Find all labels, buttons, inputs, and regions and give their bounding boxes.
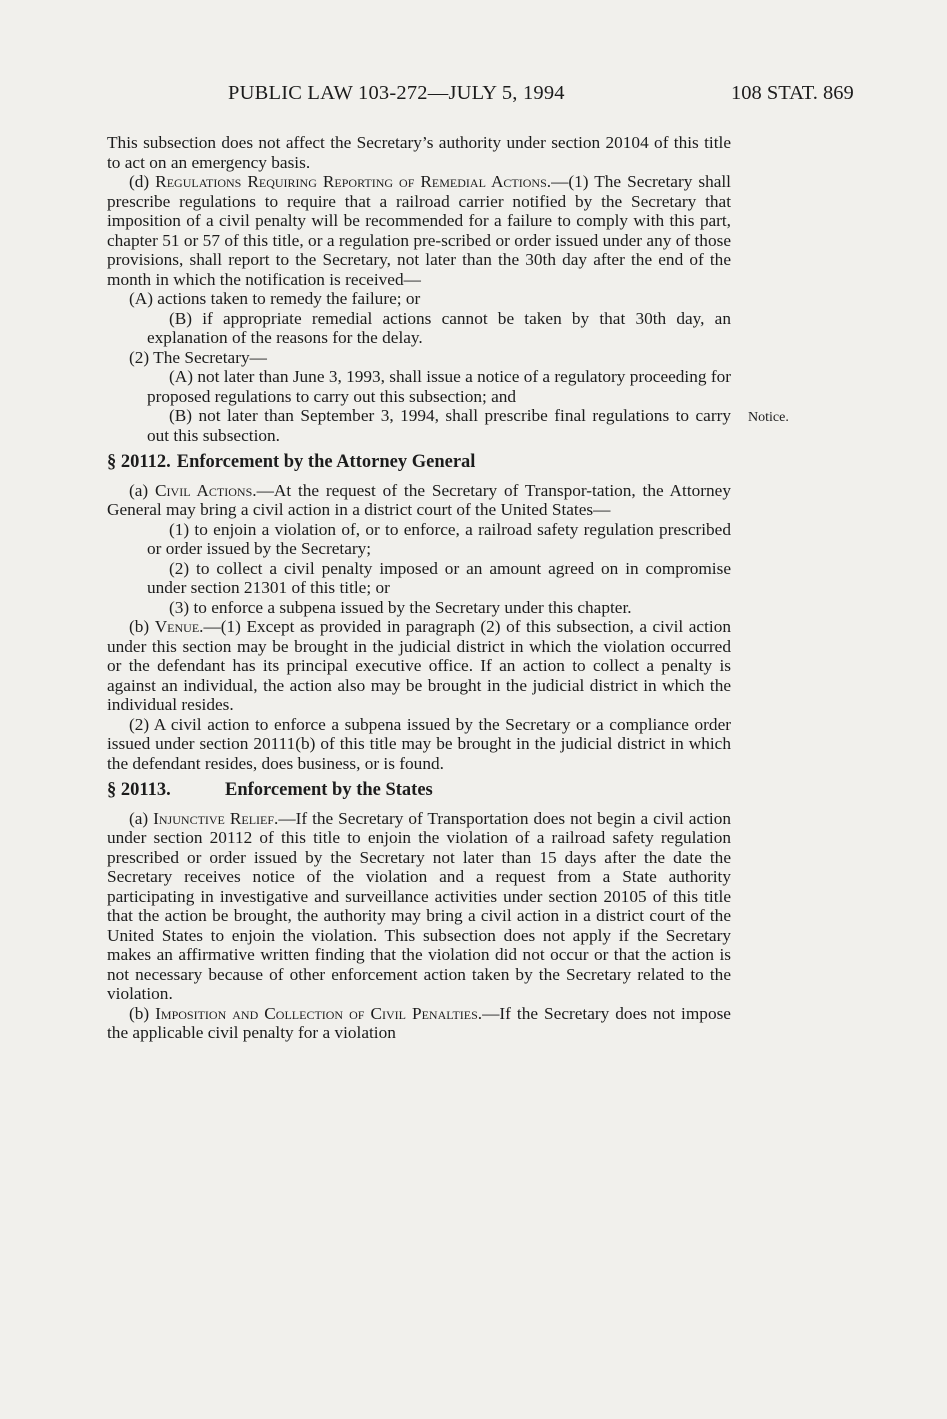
subsection-label: (a) — [129, 480, 156, 500]
subsection-b — [107, 617, 731, 715]
subsection-d — [107, 172, 731, 289]
subsection-heading: Venue. — [154, 617, 204, 636]
clause: (2) to collect a civil penalty imposed or an amount agreed on in compromise under section 21301 of this title; or — [147, 558, 731, 597]
section-heading-20112 — [107, 453, 731, 473]
subsection-text: —(1) Except as provided in paragraph (2) of this subsection, a civil action under this section may be brought in the judicial district in which the violation occurred or the defendant has its principal executive office. If an action to collect a penalty is against an individual, the action also may be brought in the judicial district in which the individual resides. — [107, 617, 731, 714]
subsection-label: (b) — [129, 617, 155, 636]
clause: (A) actions taken to remedy the failure; or — [129, 289, 421, 308]
section-title: Enforcement by the Attorney General — [176, 452, 476, 472]
stat-page-number: 108 STAT. 869 — [731, 82, 854, 104]
section-number: § 20112. — [107, 452, 171, 472]
paragraph: (2) The Secretary— — [129, 347, 267, 367]
paragraph: This subsection does not affect the Secretary’s authority under section 20104 of this title to act on an emergency basis. — [107, 133, 731, 172]
margin-note: Notice. — [748, 410, 789, 425]
page-title: PUBLIC LAW 103-272—JULY 5, 1994 — [228, 82, 565, 104]
subsection-text: —At the request of the Secretary of Transpor-tation, the Attorney General may bring a civil action in a district court of the United States— — [107, 480, 731, 519]
subsection-a — [107, 481, 731, 520]
running-head — [0, 82, 947, 112]
section-heading-20113 — [107, 781, 731, 801]
subsection-heading: Civil Actions. — [155, 480, 257, 500]
subsection-text: —(1) The Secretary shall prescribe regulations to require that a railroad carrier notified by the Secretary that imposition of a civil penalty will be recommended for a failure to comply with this part, chapter 51 or 57 of this title, or a regulation pre-scribed or order issued under any of those provisions, shall report to the Secretary, not later than the 30th day after the end of the month in which the notification is received— — [107, 172, 731, 289]
clause: (A) not later than June 3, 1993, shall issue a notice of a regulatory proceeding for proposed regulations to carry out this subsection; and — [147, 367, 731, 406]
section-number: § 20113. — [107, 780, 171, 800]
clause: (B) not later than September 3, 1994, shall prescribe final regulations to carry out this subsection. — [147, 406, 731, 445]
subsection-text: —If the Secretary of Transportation does not begin a civil action under section 20112 of this title to enjoin the violation of a railroad safety regulation prescribed or order issued by the Secretary not later than 15 days after the date the Secretary receives notice of the violation and a request from a State authority participating in investigative and surveillance activities under section 20105 of this title that the action be brought, the authority may bring a civil action in a district court of the United States to enjoin the violation. This subsection does not apply if the Secretary makes an affirmative written finding that the violation did not occur or that the action is not necessary because of other enforcement action taken by the Secretary related to the violation. — [107, 808, 731, 1003]
subsection-label: (b) — [129, 1003, 156, 1023]
subsection-heading: Imposition and Collection of Civil Penalties. — [155, 1003, 483, 1023]
subsection-label: (d) — [129, 172, 156, 191]
subsection-text: —If the Secretary does not impose the applicable civil penalty for a violation — [107, 1003, 731, 1042]
subsection-b — [107, 1004, 731, 1043]
document-body — [107, 133, 731, 1043]
subsection-heading: Regulations Requiring Reporting of Remedial Actions. — [155, 172, 552, 191]
subsection-heading: Injunctive Relief. — [153, 808, 279, 828]
clause: (B) if appropriate remedial actions cannot be taken by that 30th day, an explanation of the reasons for the delay. — [147, 308, 731, 347]
subsection-label: (a) — [129, 808, 154, 828]
subsection-a — [107, 809, 731, 1004]
clause: (3) to enforce a subpena issued by the Secretary under this chapter. — [169, 597, 632, 617]
section-title: Enforcement by the States — [225, 780, 433, 800]
clause: (1) to enjoin a violation of, or to enforce, a railroad safety regulation prescribed or order issued by the Secretary; — [147, 519, 731, 558]
paragraph: (2) A civil action to enforce a subpena issued by the Secretary or a compliance order issued under section 20111(b) of this title may be brought in the judicial district in which the defendant resides, does business, or is found. — [107, 714, 731, 773]
